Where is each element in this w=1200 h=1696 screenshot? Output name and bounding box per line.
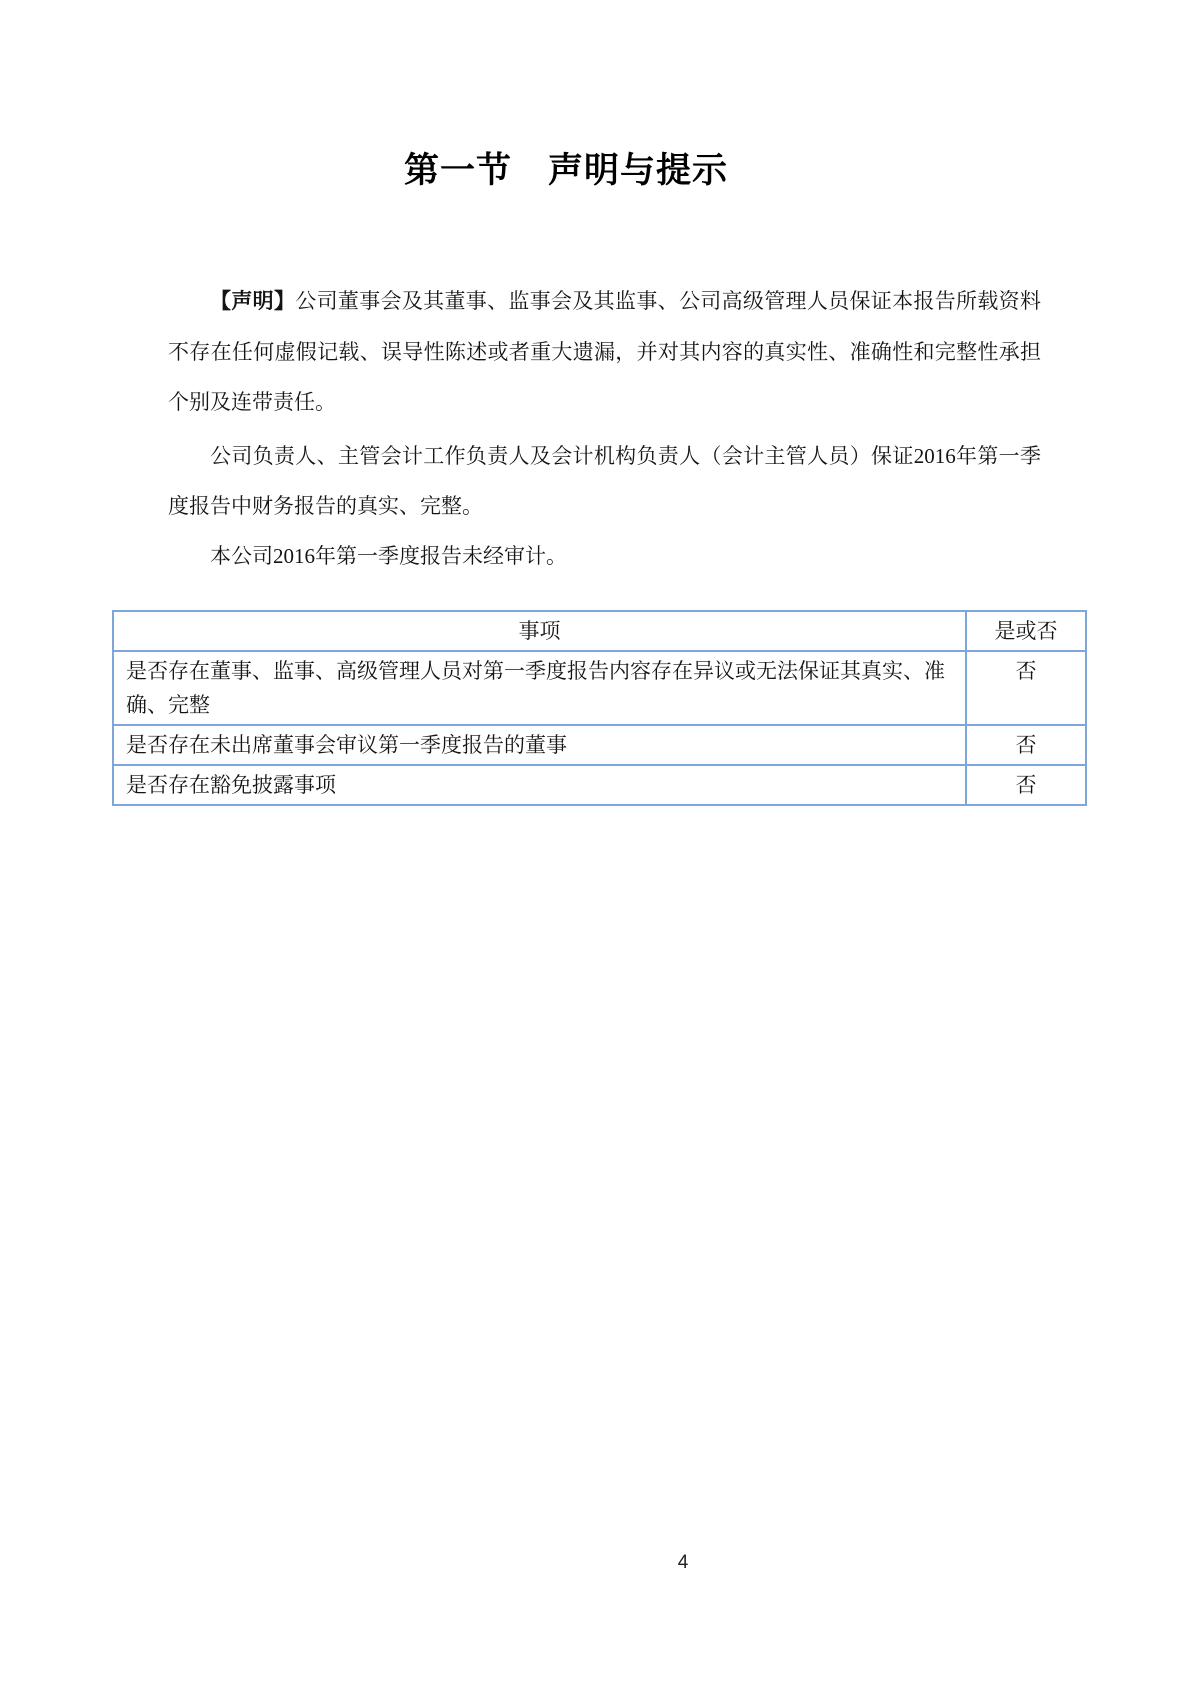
declaration-line-1-text: 公司董事会及其董事、监事会及其监事、公司高级管理人员保证本报告所载资料: [295, 289, 1041, 313]
table-row: [113, 765, 1086, 805]
responsibility-paragraph: [168, 431, 1041, 531]
declaration-line-1: [168, 276, 1041, 327]
page-number: 4: [677, 1552, 689, 1573]
audit-paragraph: [168, 531, 1041, 581]
declaration-line-3: 个别及连带责任。: [168, 390, 336, 414]
column-header-item: 事项: [113, 611, 966, 651]
table-header-row: [113, 611, 1086, 651]
table-cell-answer: 否: [966, 725, 1086, 765]
table-cell-item: 是否存在董事、监事、高级管理人员对第一季度报告内容存在异议或无法保证其真实、准确、完整: [113, 651, 966, 725]
audit-line-1: 本公司2016年第一季度报告未经审计。: [210, 544, 567, 568]
table-cell-answer: 否: [966, 765, 1086, 805]
responsibility-line-1: 公司负责人、主管会计工作负责人及会计机构负责人（会计主管人员）保证2016年第一季: [210, 444, 1041, 468]
table-cell-item: 是否存在豁免披露事项: [113, 765, 966, 805]
table-cell-answer: 否: [966, 651, 1086, 725]
column-header-answer: 是或否: [966, 611, 1086, 651]
declaration-lead: 【声明】: [210, 290, 296, 313]
declaration-paragraph: [168, 276, 1041, 427]
table-cell-item: 是否存在未出席董事会审议第一季度报告的董事: [113, 725, 966, 765]
table-row: [113, 651, 1086, 725]
responsibility-line-2: 度报告中财务报告的真实、完整。: [168, 494, 483, 518]
declaration-line-2: 不存在任何虚假记载、误导性陈述或者重大遗漏，并对其内容的真实性、准确性和完整性承担: [168, 340, 1041, 364]
table-row: [113, 725, 1086, 765]
disclosure-table: [112, 610, 1087, 806]
page-title: 第一节 声明与提示: [403, 151, 728, 190]
